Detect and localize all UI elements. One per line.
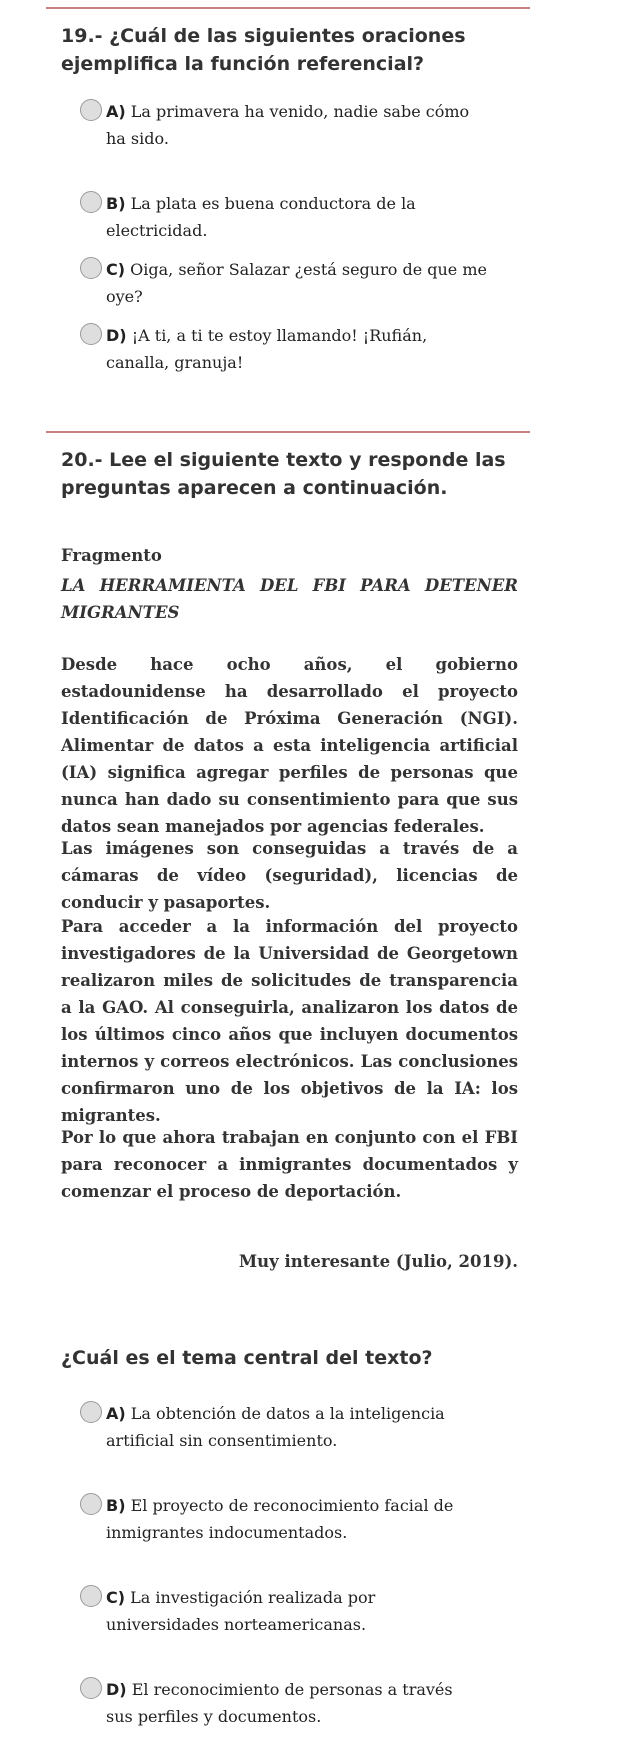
option-text: El proyecto de reconocimiento facial de inmigrantes indocumentados. [106, 1496, 454, 1542]
q20-option-b[interactable] [80, 1492, 480, 1546]
radio-button[interactable] [80, 323, 102, 345]
radio-button[interactable] [80, 1585, 102, 1607]
option-letter: A) [106, 1404, 126, 1423]
option-text: La plata es buena conductora de la electricidad. [106, 194, 416, 240]
radio-button[interactable] [80, 1677, 102, 1699]
option-letter: B) [106, 194, 126, 213]
question-19-title: 19.- ¿Cuál de las siguientes oraciones ejemplifica la función referencial? [61, 25, 466, 75]
q20-option-c[interactable] [80, 1584, 480, 1638]
option-text: Oiga, señor Salazar ¿está seguro de que me oye? [106, 260, 487, 306]
source-citation: Muy interesante (Julio, 2019). [238, 1252, 518, 1271]
q19-option-b[interactable] [80, 190, 510, 244]
fragment-label: Fragmento [61, 546, 162, 565]
option-text: La investigación realizada por universidades norteamericanas. [106, 1588, 376, 1634]
q20-option-a[interactable] [80, 1400, 510, 1454]
paragraph: Para acceder a la información del proyecto investigadores de la Universidad de Georgetown realizaron miles de solicitudes de transparencia a la GAO. Al conseguirla, analizaron los datos de los últimos cinco años que incluyen documentos internos y correos electrónicos. Las conclusiones confirmaron uno de los objetivos de la IA: los migrantes. [61, 917, 518, 1125]
radio-button[interactable] [80, 191, 102, 213]
paragraph: Desde hace ocho años, el gobierno estadounidense ha desarrollado el proyecto Identificación de Próxima Generación (NGI). Alimentar de datos a esta inteligencia artificial (IA) significa agregar perfiles de personas que nunca han dado su consentimiento para que sus datos sean manejados por agencias federales. [61, 655, 518, 836]
q19-option-d[interactable] [80, 322, 480, 376]
option-letter: C) [106, 260, 126, 279]
question-20-title: 20.- Lee el siguiente texto y responde las preguntas aparecen a continuación. [61, 449, 506, 499]
option-letter: D) [106, 326, 127, 345]
option-letter: D) [106, 1680, 127, 1699]
option-text: ¡A ti, a ti te estoy llamando! ¡Rufián, canalla, granuja! [106, 326, 428, 372]
fragment-title: LA HERRAMIENTA DEL FBI PARA DETENER MIGRANTES [61, 576, 518, 622]
radio-button[interactable] [80, 1401, 102, 1423]
option-letter: A) [106, 102, 126, 121]
option-text: La primavera ha venido, nadie sabe cómo ha sido. [106, 102, 470, 148]
q20-option-d[interactable] [80, 1676, 480, 1730]
paragraph: Por lo que ahora trabajan en conjunto con el FBI para reconocer a inmigrantes documentados y comenzar el proceso de deportación. [61, 1128, 518, 1201]
sub-question-title: ¿Cuál es el tema central del texto? [61, 1347, 433, 1369]
option-text: El reconocimiento de personas a través sus perfiles y documentos. [106, 1680, 453, 1726]
divider [46, 7, 530, 9]
q19-option-c[interactable] [80, 256, 510, 310]
paragraph: Las imágenes son conseguidas a través de a cámaras de vídeo (seguridad), licencias de conducir y pasaportes. [61, 839, 518, 912]
divider [46, 431, 530, 433]
radio-button[interactable] [80, 257, 102, 279]
option-letter: B) [106, 1496, 126, 1515]
radio-button[interactable] [80, 1493, 102, 1515]
option-letter: C) [106, 1588, 126, 1607]
q19-option-a[interactable] [80, 98, 480, 152]
option-text: La obtención de datos a la inteligencia artificial sin consentimiento. [106, 1404, 445, 1450]
radio-button[interactable] [80, 99, 102, 121]
